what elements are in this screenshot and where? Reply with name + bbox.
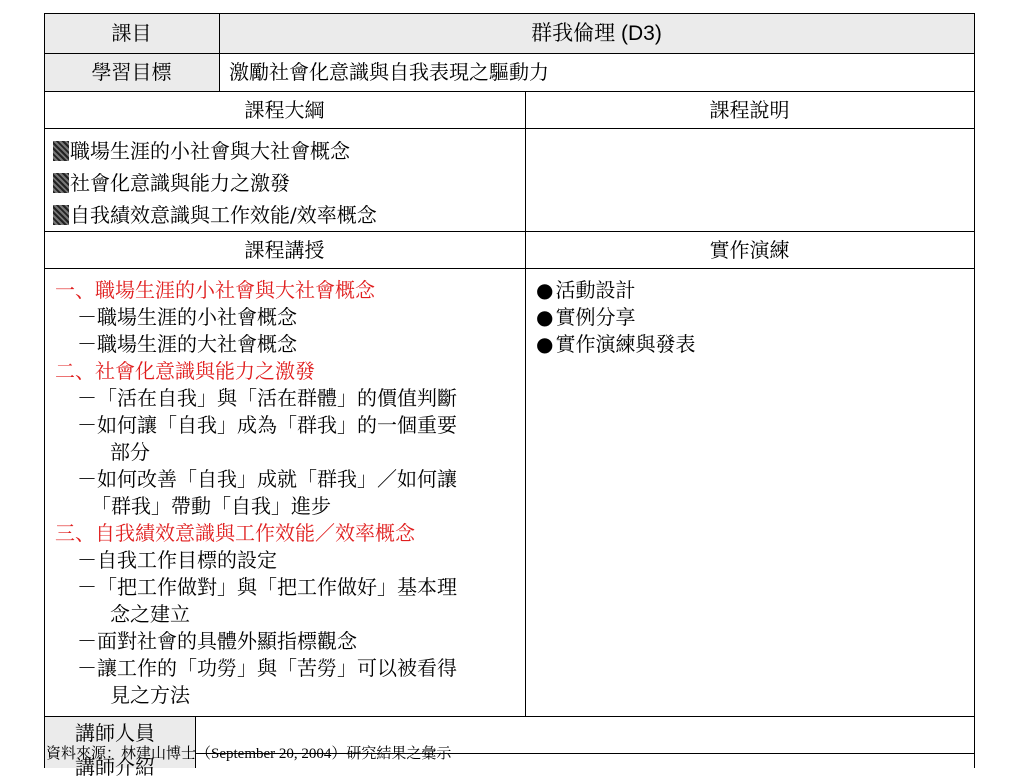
practice-header: 實作演練 bbox=[709, 237, 790, 262]
teaching-header: 課程講授 bbox=[244, 237, 325, 262]
outline-item: 職場生涯的小社會與大社會概念 bbox=[53, 135, 521, 167]
instructor-intro-label: 講師介紹 bbox=[75, 755, 155, 779]
block-bullet-icon bbox=[53, 205, 69, 225]
practice-item: ● 實作演練與發表 bbox=[536, 332, 696, 356]
outline-item: 社會化意識與能力之激發 bbox=[53, 167, 521, 199]
section-heading: 二、社會化意識與能力之激發 bbox=[55, 359, 315, 383]
middle-column-divider bbox=[525, 91, 526, 716]
goal-label: 學習目標 bbox=[91, 60, 172, 84]
source-footnote: 資料來源：林建山博士（September 20, 2004）研究結果之彙示 bbox=[46, 746, 452, 762]
topic-line: －如何讓「自我」成為「群我」的一個重要 bbox=[77, 413, 457, 437]
bullet-dot-icon: ● bbox=[536, 332, 554, 356]
topic-line-continuation: 部分 bbox=[110, 440, 150, 464]
teaching-content bbox=[55, 277, 521, 709]
description-header: 課程說明 bbox=[709, 97, 790, 122]
topic-line: －「活在自我」與「活在群體」的價值判斷 bbox=[77, 386, 457, 410]
topic-line-continuation: 念之建立 bbox=[110, 602, 190, 626]
practice-list bbox=[536, 277, 966, 358]
subject-value: 群我倫理 (D3) bbox=[531, 21, 662, 45]
table-rule-3 bbox=[44, 128, 975, 129]
topic-line: －「把工作做對」與「把工作做好」基本理 bbox=[77, 575, 457, 599]
topic-line-continuation: 見之方法 bbox=[110, 683, 190, 707]
topic-line: －職場生涯的大社會概念 bbox=[77, 332, 297, 356]
bullet-dot-icon: ● bbox=[536, 278, 554, 302]
block-bullet-icon bbox=[53, 141, 69, 161]
topic-line: －讓工作的「功勞」與「苦勞」可以被看得 bbox=[77, 656, 457, 680]
table-border-right bbox=[974, 13, 975, 768]
topic-line-continuation: 「群我」帶動「自我」進步 bbox=[91, 494, 331, 518]
topic-line: －自我工作目標的設定 bbox=[77, 548, 277, 572]
topic-line: －職場生涯的小社會概念 bbox=[77, 305, 297, 329]
goal-value: 激勵社會化意識與自我表現之驅動力 bbox=[229, 60, 549, 84]
bullet-dot-icon: ● bbox=[536, 305, 554, 329]
outline-list bbox=[53, 135, 521, 231]
outline-header: 課程大綱 bbox=[244, 97, 325, 122]
table-rule-6 bbox=[44, 716, 975, 717]
section-heading: 一、職場生涯的小社會與大社會概念 bbox=[55, 278, 375, 302]
table-rule-5 bbox=[44, 268, 975, 269]
practice-item: ● 活動設計 bbox=[536, 278, 636, 302]
practice-item: ● 實例分享 bbox=[536, 305, 636, 329]
outline-item: 自我績效意識與工作效能/效率概念 bbox=[53, 199, 521, 231]
block-bullet-icon bbox=[53, 173, 69, 193]
section-heading: 三、自我績效意識與工作效能／效率概念 bbox=[55, 521, 415, 545]
topic-line: －如何改善「自我」成就「群我」／如何讓 bbox=[77, 467, 457, 491]
topic-line: －面對社會的具體外顯指標觀念 bbox=[77, 629, 357, 653]
instructor-label: 講師人員 bbox=[75, 721, 155, 745]
subject-label: 課目 bbox=[111, 21, 152, 45]
